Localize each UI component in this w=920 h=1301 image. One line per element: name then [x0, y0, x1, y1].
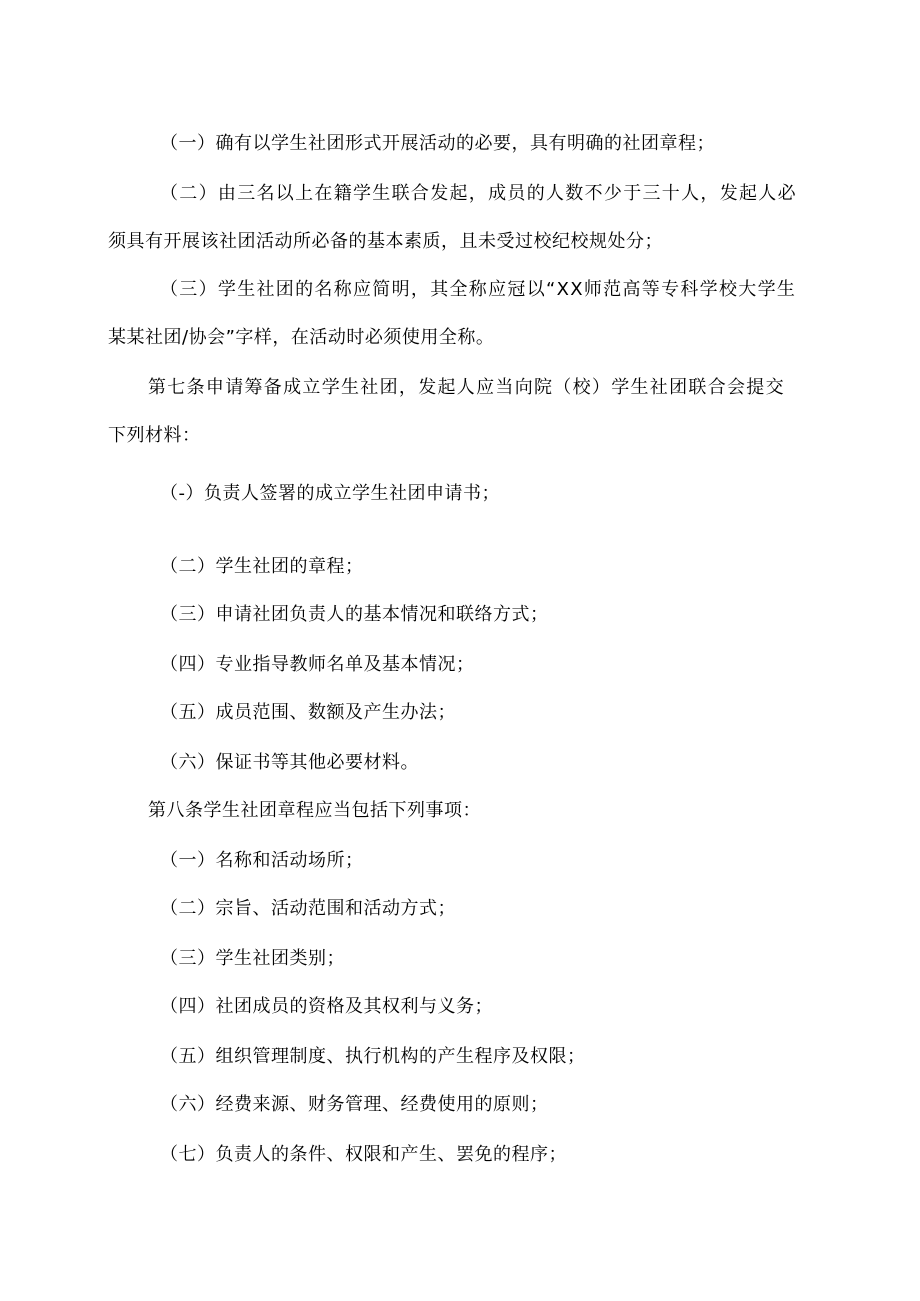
text-line-20: （六）经费来源、财务管理、经费使用的原则； — [160, 1094, 549, 1115]
text-line-8: （-）负责人签署的成立学生社团申请书； — [160, 483, 500, 504]
text-line-18: （四）社团成员的资格及其权利与义务； — [160, 996, 493, 1017]
text-line-10: （三）申请社团负责人的基本情况和联络方式； — [160, 604, 549, 625]
text-line-19: （五）组织管理制度、执行机构的产生程序及权限； — [160, 1046, 586, 1067]
text-line-21: （七）负责人的条件、权限和产生、罢免的程序； — [160, 1144, 567, 1165]
text-line-5: 某某社团/协会”字样，在活动时必须使用全称。 — [108, 327, 495, 348]
text-line-13: （六）保证书等其他必要材料。 — [160, 752, 419, 773]
text-line-14: 第八条学生社团章程应当包括下列事项： — [148, 800, 481, 821]
text-line-17: （三）学生社团类别； — [160, 948, 345, 969]
text-line-15: （一）名称和活动场所； — [160, 850, 364, 871]
text-line-3: 须具有开展该社团活动所必备的基本素质，且未受过校纪校规处分； — [108, 231, 663, 252]
text-line-9: （二）学生社团的章程； — [160, 556, 364, 577]
text-line-11: （四）专业指导教师名单及基本情况； — [160, 654, 475, 675]
text-line-12: （五）成员范围、数额及产生办法； — [160, 702, 456, 723]
text-line-1: （一）确有以学生社团形式开展活动的必要，具有明确的社团章程； — [160, 133, 715, 154]
text-line-7: 下列材料： — [108, 425, 201, 446]
text-line-16: （二）宗旨、活动范围和活动方式； — [160, 898, 456, 919]
text-line-2: （二）由三名以上在籍学生联合发起，成员的人数不少于三十人，发起人必 — [160, 183, 797, 204]
text-line-6: 第七条申请筹备成立学生社团，发起人应当向院（校）学生社团联合会提交 — [148, 377, 785, 398]
text-line-4: （三）学生社团的名称应简明，其全称应冠以“XX师范高等专科学校大学生 — [160, 279, 797, 300]
